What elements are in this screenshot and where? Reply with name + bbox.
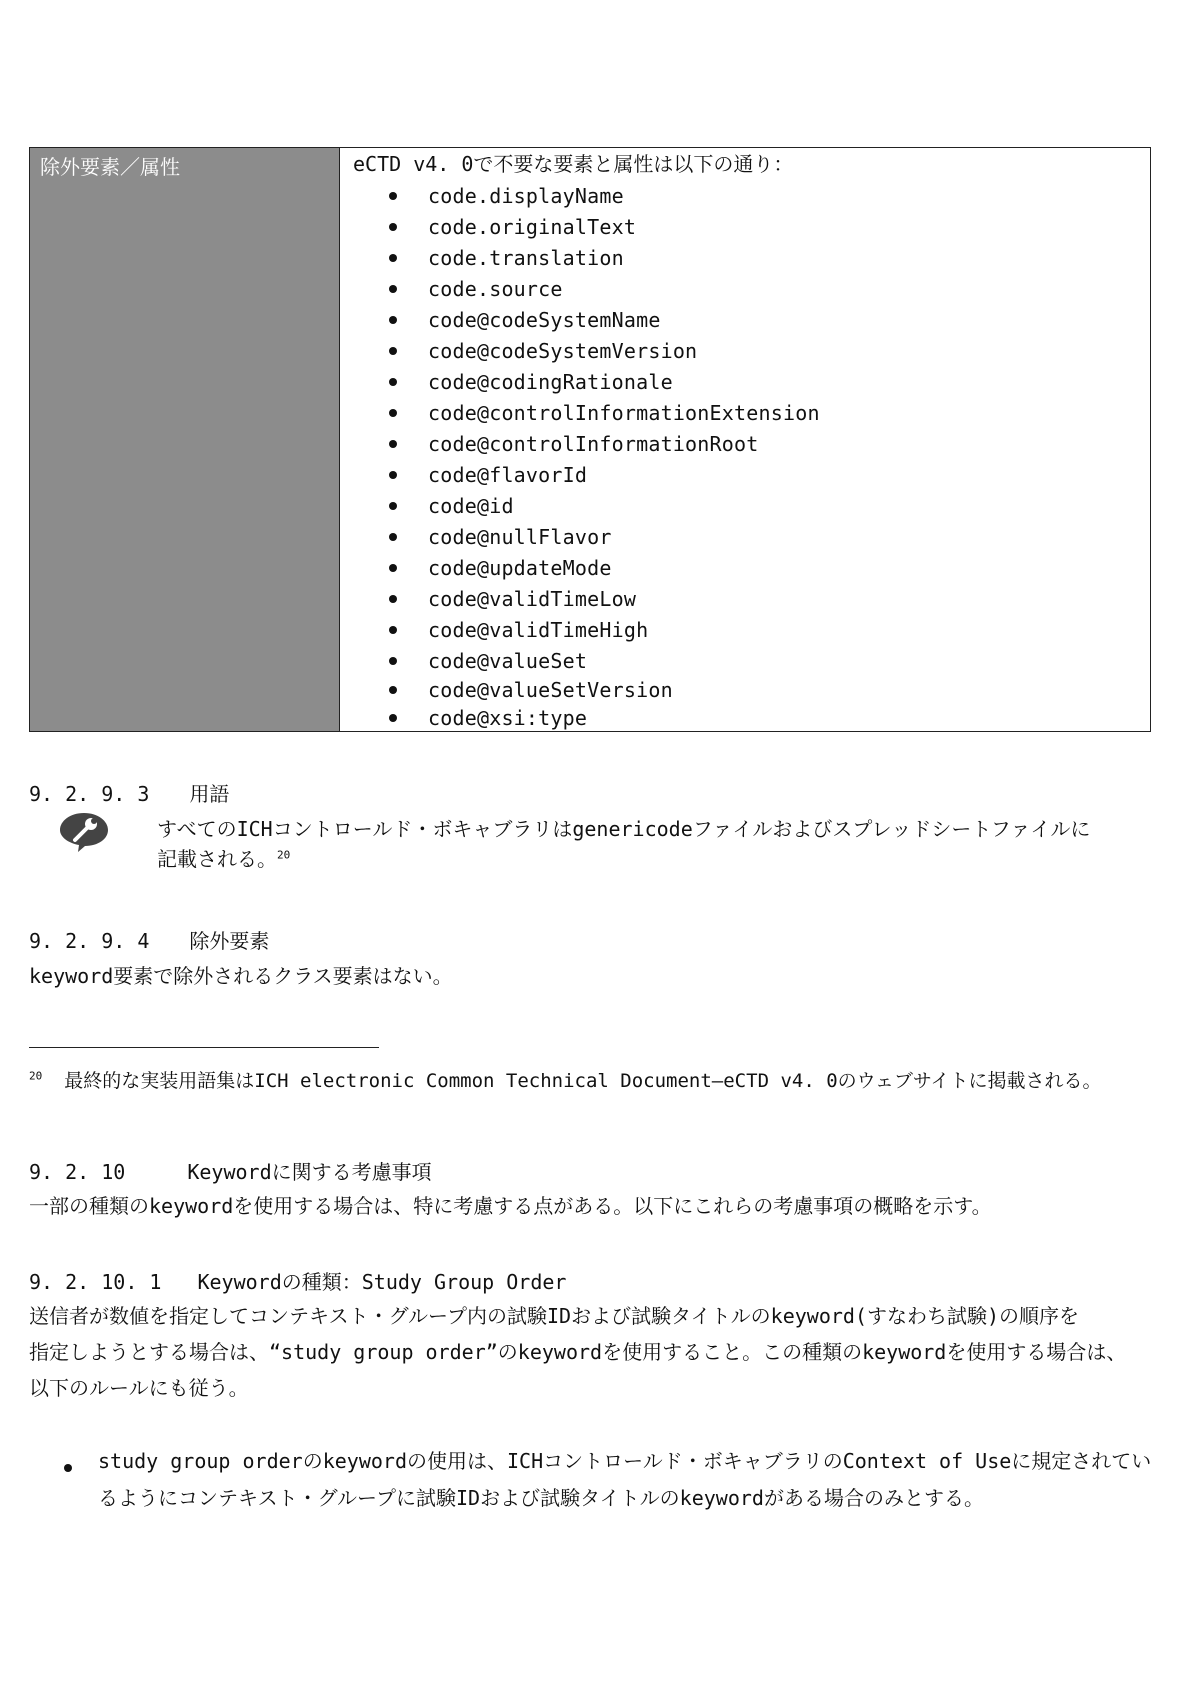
list-item: [353, 490, 1150, 521]
section-number: 9. 2. 9. 4: [29, 929, 150, 953]
list-item: [353, 459, 1150, 490]
footnote-separator: [29, 1047, 379, 1048]
section-9-2-10-heading: [29, 1156, 432, 1185]
bullet-dot: [389, 595, 397, 603]
list-item: [353, 676, 1150, 704]
bullet-dot: [389, 657, 397, 665]
section-9-2-10-1-line1: 送信者が数値を指定してコンテキスト・グループ内の試験IDおよび試験タイトルのkeyword(すなわち試験)の順序を: [29, 1304, 1080, 1328]
section-9-2-9-4-heading: [29, 925, 269, 954]
list-item: [353, 645, 1150, 676]
bullet-dot: [389, 378, 397, 386]
list-item-text: code@nullFlavor: [428, 524, 612, 549]
bullet-dot: [389, 502, 397, 510]
list-item: [353, 366, 1150, 397]
bullet-dot: [389, 316, 397, 324]
rule-bullet-line1: study group orderのkeywordの使用は、ICHコントロールド・ボキャブラリのContext of Useに規定されてい: [98, 1449, 1152, 1473]
bullet-dot: [389, 533, 397, 541]
list-item-text: code@validTimeLow: [428, 586, 637, 611]
footnote-ref: 20: [277, 848, 291, 862]
excluded-elements-table: [29, 147, 1151, 732]
table-label-cell: 除外要素／属性: [30, 148, 340, 731]
section-number: 9. 2. 10. 1: [29, 1270, 162, 1294]
bullet-dot: [389, 471, 397, 479]
bullet-dot: [389, 254, 397, 262]
bullet-dot: [389, 440, 397, 448]
bullet-dot: [389, 285, 397, 293]
section-9-2-9-3-line1: すべてのICHコントロールド・ボキャブラリはgenericodeファイルおよびスプレッドシートファイルに: [157, 817, 1091, 841]
table-intro: eCTD v4. 0で不要な要素と属性は以下の通り：: [353, 152, 794, 176]
section-title: Keywordに関する考慮事項: [187, 1160, 432, 1184]
section-9-2-10-1-heading: [29, 1266, 566, 1295]
list-item-text: code@controlInformationExtension: [428, 400, 820, 425]
section-9-2-10-text: 一部の種類のkeywordを使用する場合は、特に考慮する点がある。以下にこれらの考慮事項の概略を示す。: [29, 1194, 992, 1218]
list-item-text: code@updateMode: [428, 555, 612, 580]
bullet-dot: [389, 626, 397, 634]
list-item: [353, 583, 1150, 614]
list-item: [353, 242, 1150, 273]
list-item: [353, 552, 1150, 583]
section-title: 除外要素: [189, 929, 270, 953]
section-number: 9. 2. 9. 3: [29, 782, 150, 806]
list-item-text: code@codeSystemVersion: [428, 338, 698, 363]
bullet-dot: [389, 347, 397, 355]
section-9-2-9-3-line2: [157, 841, 290, 878]
list-item-text: code.source: [428, 276, 563, 301]
table-content-cell: [340, 148, 1150, 731]
section-title: Keywordの種類：Study Group Order: [197, 1270, 567, 1294]
list-item-text: code@valueSetVersion: [428, 678, 673, 702]
section-9-2-9-4-text: keyword要素で除外されるクラス要素はない。: [29, 964, 453, 988]
section-9-2-10-1-line2: 指定しようとする場合は、“study group order”のkeywordを使用すること。この種類のkeywordを使用する場合は、: [29, 1340, 1127, 1364]
list-item-text: code@validTimeHigh: [428, 617, 649, 642]
bullet-dot: [389, 409, 397, 417]
list-item-text: code@valueSet: [428, 648, 588, 673]
list-item: [353, 304, 1150, 335]
section-9-2-9-3-line2-text: 記載される。: [157, 847, 277, 871]
list-item-text: code@codingRationale: [428, 369, 673, 394]
list-item: [353, 335, 1150, 366]
list-item: [353, 614, 1150, 645]
list-item-text: code@xsi:type: [428, 706, 588, 730]
list-item-text: code@flavorId: [428, 462, 588, 487]
list-item: [353, 428, 1150, 459]
list-item: [353, 397, 1150, 428]
bullet-dot: [389, 714, 397, 722]
list-item-text: code@controlInformationRoot: [428, 431, 759, 456]
list-item: [353, 521, 1150, 552]
bullet-dot: [389, 564, 397, 572]
section-number: 9. 2. 10: [29, 1160, 126, 1184]
footnote: [29, 1066, 1102, 1093]
list-item: [353, 180, 1150, 211]
list-item: [353, 211, 1150, 242]
list-item: [353, 704, 1150, 732]
list-item-text: code.originalText: [428, 214, 637, 239]
section-9-2-9-3-heading: [29, 778, 229, 807]
bullet-dot: [389, 192, 397, 200]
footnote-text: 最終的な実装用語集はICH electronic Common Technical Document―eCTD v4. 0のウェブサイトに掲載される。: [64, 1070, 1102, 1092]
section-title: 用語: [189, 782, 230, 806]
list-item-text: code@id: [428, 493, 514, 518]
bullet-dot: [389, 223, 397, 231]
rule-bullet-line2: るようにコンテキスト・グループに試験IDおよび試験タイトルのkeywordがある場合のみとする。: [98, 1486, 984, 1510]
list-item-text: code@codeSystemName: [428, 307, 661, 332]
list-item-text: code.displayName: [428, 183, 624, 208]
wrench-icon: [58, 810, 110, 854]
footnote-number: 20: [29, 1069, 43, 1083]
bullet-dot: [64, 1464, 72, 1472]
excluded-items-list: [353, 180, 1150, 732]
list-item: [353, 273, 1150, 304]
list-item-text: code.translation: [428, 245, 624, 270]
section-9-2-10-1-line3: 以下のルールにも従う。: [29, 1376, 249, 1400]
bullet-dot: [389, 686, 397, 694]
